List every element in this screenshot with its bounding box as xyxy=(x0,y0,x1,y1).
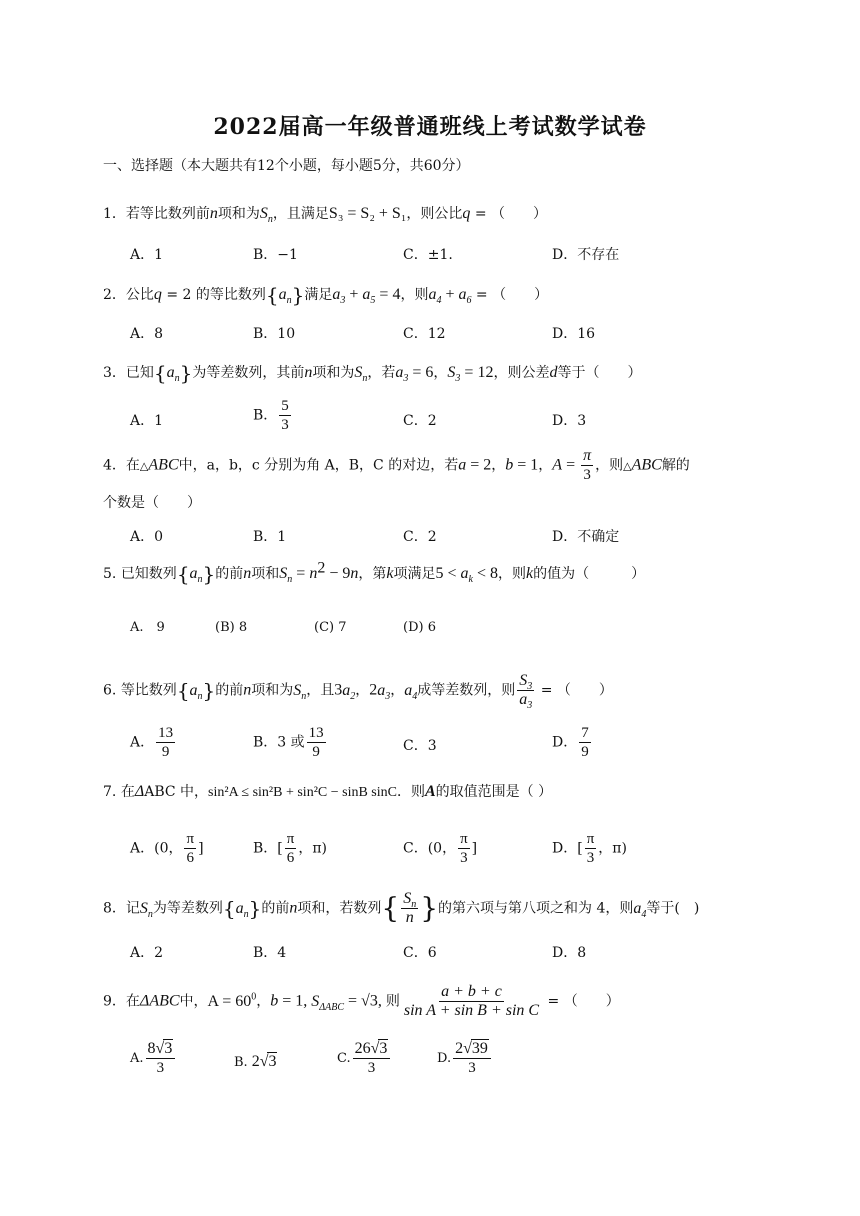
question-4: 4．在△ABC中，a，b，c 分别为角 A，B，C 的对边，若a = 2，b = 1，A = $\frac{\pi}{3}$ ，则△ABC解的 xyxy=(103,447,690,483)
section-header: 一、选择题（本大题共有12个小题，每小题5分，共60分） xyxy=(103,158,470,174)
q8-option-c: C．6 xyxy=(403,945,437,961)
q7-option-c: C．(0， $\frac{\pi}{3}$ ] xyxy=(403,831,478,866)
q7-inequality: sin²A ≤ sin²B + sin²C − sinB sinC xyxy=(208,785,397,800)
q3-option-c: C．2 xyxy=(403,413,437,429)
q9-option-b: B. 2√3 xyxy=(234,1053,277,1070)
q5-option-b: (B) 8 xyxy=(215,620,248,635)
q1-option-c: C．±1. xyxy=(403,247,453,263)
question-3: 3．已知$\{a_n\}$为等差数列，其前n项和为$S_n$，若$a_3 = 6$，$S_3 = 12$，则公差d等于（ ） xyxy=(103,361,642,385)
question-6: 6. 等比数列$\{a_n\}$的前n项和为$S_n$，且$3a_2$，$2a_3$，$a_4$成等差数列，则 $\frac{S_3}{a_3}$ = （ ） xyxy=(103,672,613,712)
question-1: 1．若等比数列前n项和为$S_n$，且满足S₃ = S₂ + S₁，则公比q = （ ） xyxy=(103,205,548,226)
q4-option-c: C．2 xyxy=(403,529,437,545)
question-9: 9．在ΔABC中，$A = 60^0$，b = 1, $S_{\Delta ABC} = √3$, 则 $\frac{a + b + c}{\text{sin A + sin B + sin C}}$ = （ ） xyxy=(103,983,620,1019)
q8-option-b: B．4 xyxy=(253,945,287,961)
q9-option-c: C. $\frac{26√3}{3}$ xyxy=(337,1040,392,1077)
q3-option-d: D．3 xyxy=(552,413,587,429)
q2-option-b: B．10 xyxy=(253,326,296,342)
q6-option-b: B．3 或 $\frac{13}{9}$ xyxy=(253,725,324,760)
q6-option-c: C．3 xyxy=(403,738,437,754)
question-5: 5. 已知数列$\{a_n\}$的前n项和$S_n = n^2 - 9n$，第k项满足$5 < a_k < 8$，则k的值为（ ） xyxy=(103,559,646,586)
q9-option-a: A. $\frac{8√3}{3}$ xyxy=(130,1040,177,1077)
question-7: 7. 在ΔABC 中，sin²A ≤ sin²B + sin²C − sinB sinC．则A的取值范围是（ ） xyxy=(103,783,553,800)
question-4-cont: 个数是（ ） xyxy=(103,495,201,511)
q8-option-d: D．8 xyxy=(552,945,587,961)
q7-option-d: D．[ $\frac{\pi}{3}$ ，π) xyxy=(552,831,627,866)
q1-option-d: D．不存在 xyxy=(552,247,620,263)
q5-option-a: A. 9 xyxy=(130,620,165,635)
q8-option-a: A．2 xyxy=(130,945,164,961)
q1-option-a: A．1 xyxy=(130,247,164,263)
q9-option-d: D. $\frac{2√39}{3}$ xyxy=(437,1040,493,1077)
q4-option-a: A．0 xyxy=(130,529,164,545)
question-2: 2．公比q = 2 的等比数列$\{a_n\}$满足$a_3 + a_5 = 4$，则$a_4 + a_6$ = （ ） xyxy=(103,283,549,307)
q4-option-d: D．不确定 xyxy=(552,529,620,545)
q5-option-d: (D) 6 xyxy=(403,620,436,635)
q2-option-c: C．12 xyxy=(403,326,446,342)
q2-option-d: D．16 xyxy=(552,326,596,342)
q5-option-c: (C) 7 xyxy=(314,620,347,635)
q3-option-b: B． $\frac{5}{3}$ xyxy=(253,398,289,433)
q6-option-d: D． $\frac{7}{9}$ xyxy=(552,725,589,760)
question-8: 8．记$S_n$为等差数列$\{a_n\}$的前n项和，若数列{ $\frac{S_n}{n}$ }的第六项与第八项之和为 4，则$a_4$等于( ) xyxy=(103,890,700,926)
q6-option-a: A． $\frac{13}{9}$ xyxy=(130,725,174,760)
q7-option-b: B．[ $\frac{\pi}{6}$ ，π) xyxy=(253,831,327,866)
q1-formula: S₃ = S₂ + S₁ xyxy=(328,205,407,222)
q4-option-b: B．1 xyxy=(253,529,287,545)
q2-option-a: A．8 xyxy=(130,326,164,342)
q3-option-a: A．1 xyxy=(130,413,164,429)
q7-option-a: A．(0， $\frac{\pi}{6}$ ] xyxy=(130,831,204,866)
page-title: 2022届高一年级普通班线上考试数学试卷 xyxy=(213,114,647,140)
q1-option-b: B．−1 xyxy=(253,247,298,263)
